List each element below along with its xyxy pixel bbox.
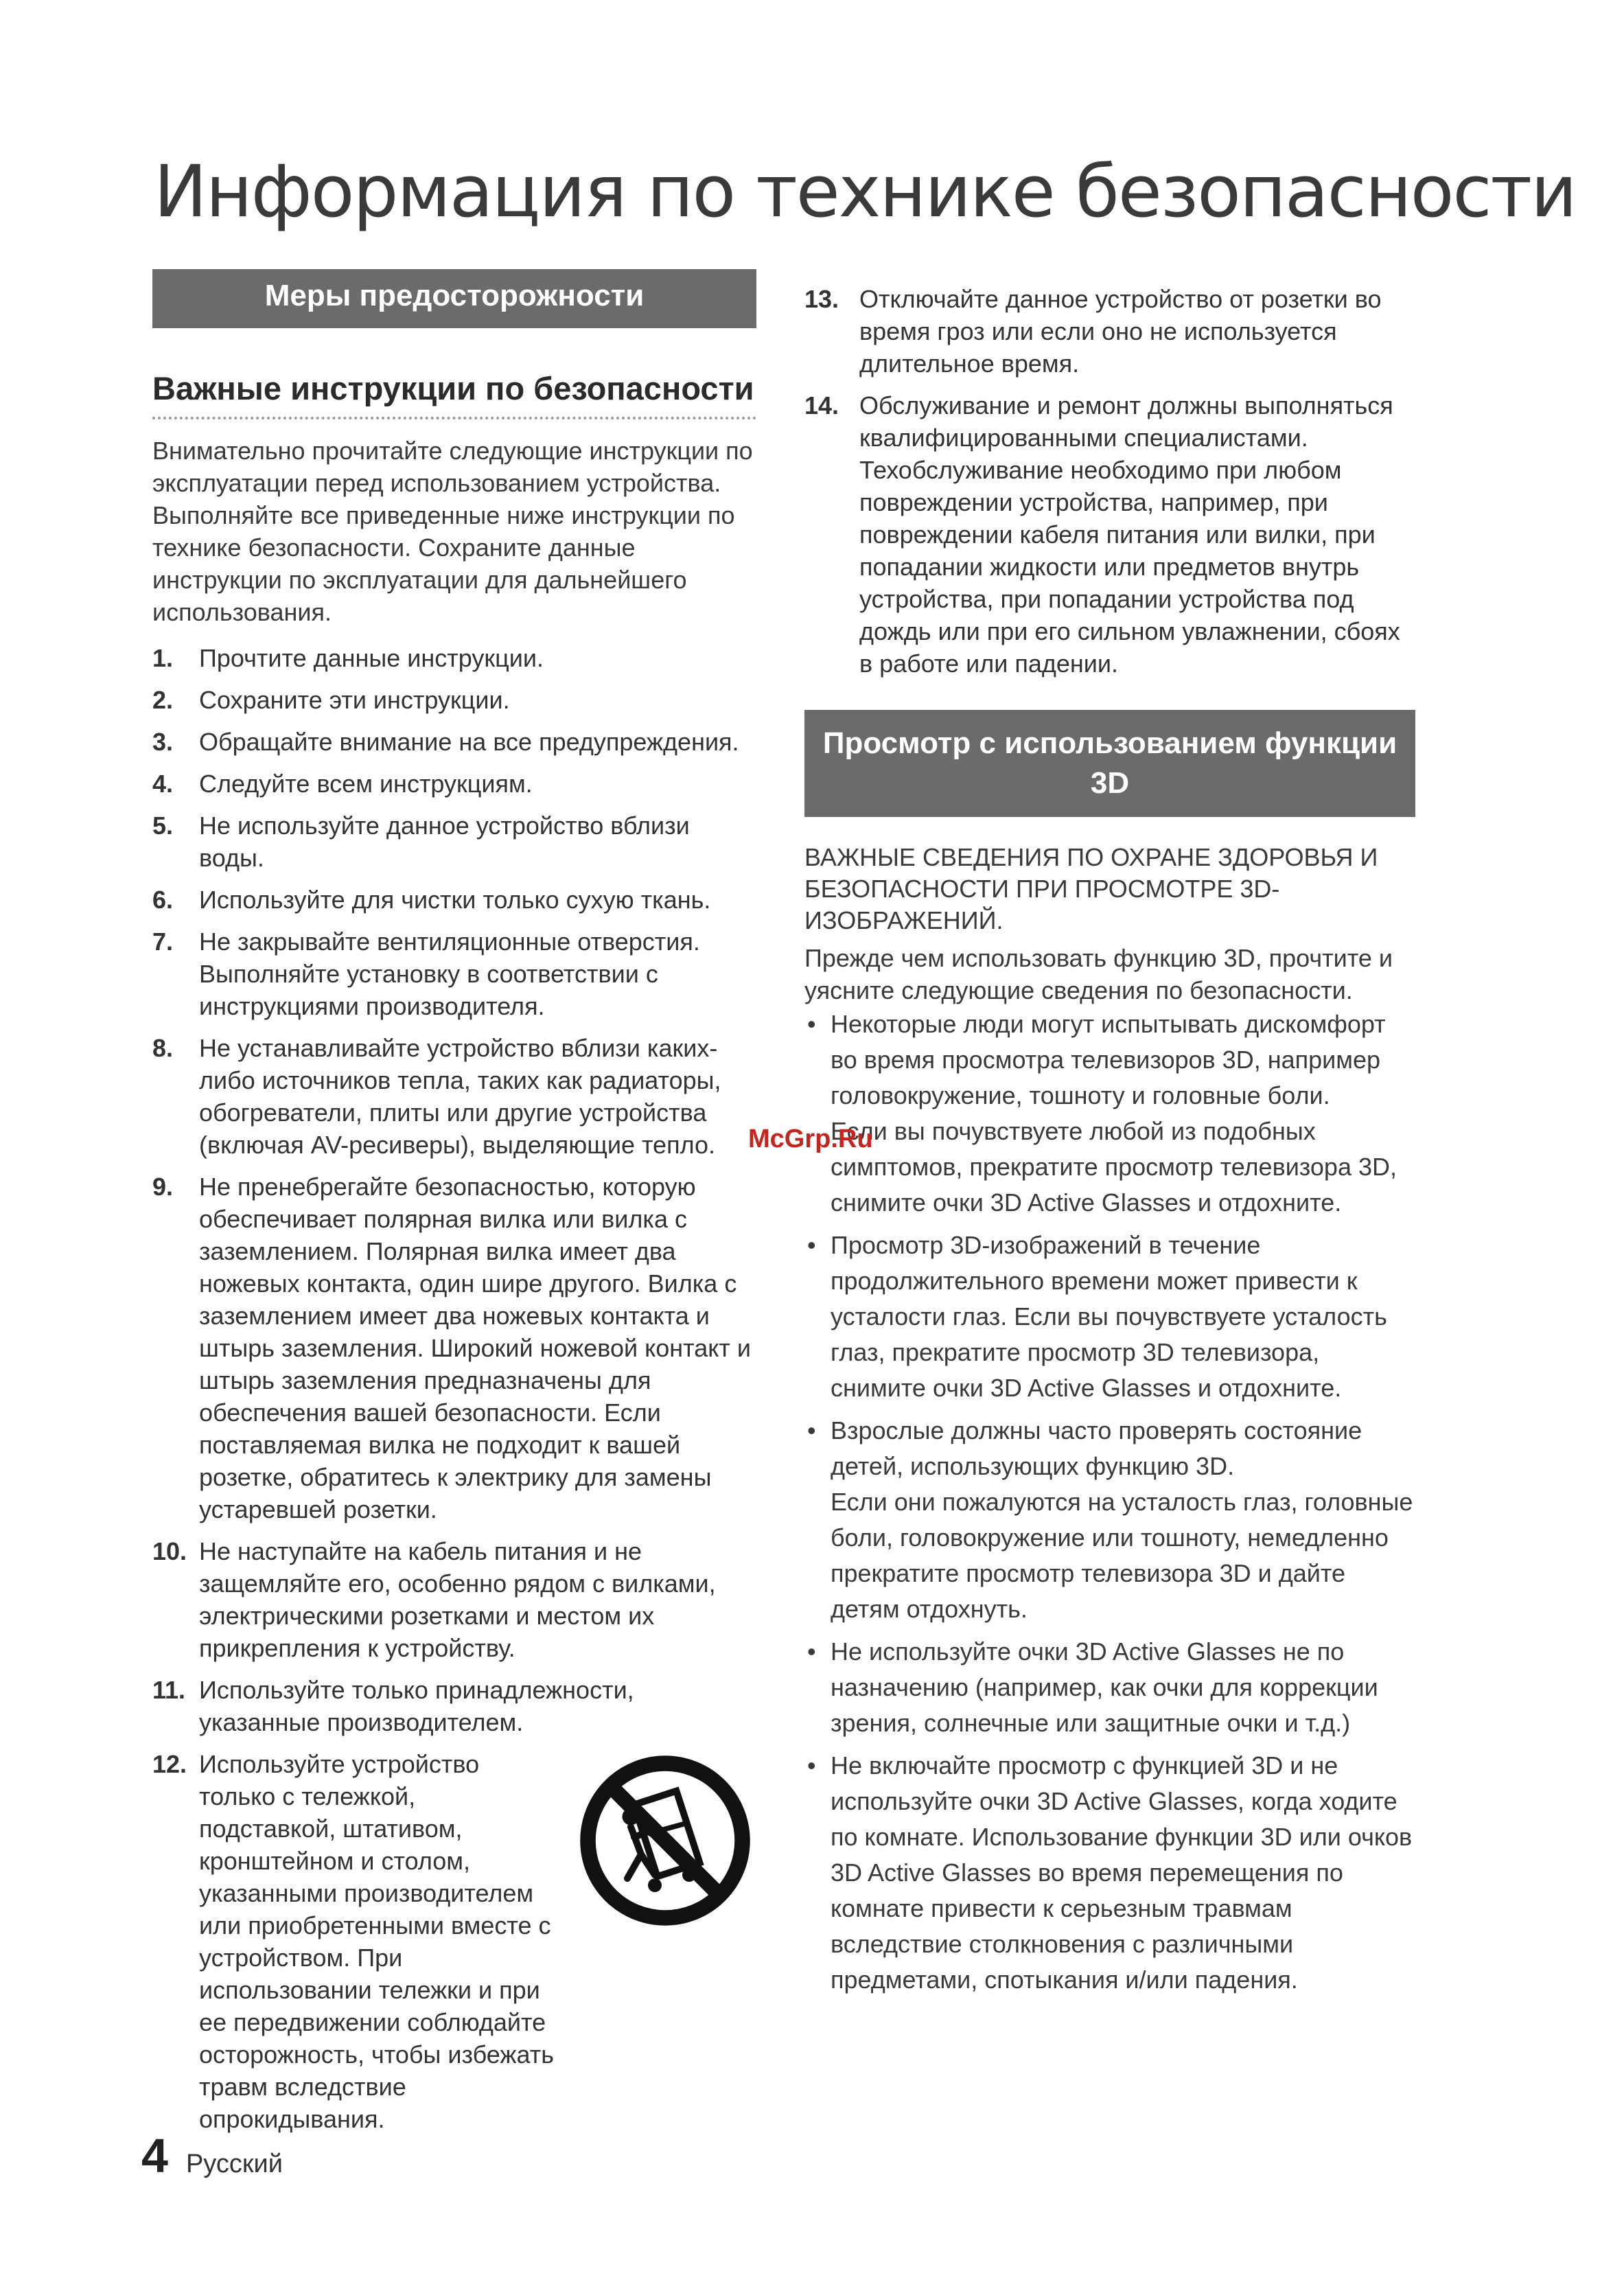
item-number: 3. bbox=[152, 728, 174, 756]
item-text: Используйте только принадлежности, указанные производителем. bbox=[199, 1676, 634, 1736]
list-item bbox=[152, 1032, 756, 1161]
bullet-extra: Если вы почувствуете любой из подобных симптомов, прекратите просмотр телевизора 3D, снимите очки 3D Active Glasses и отдохните. bbox=[831, 1117, 1397, 1217]
list-item bbox=[152, 726, 756, 758]
item-text: Сохраните эти инструкции. bbox=[199, 686, 510, 714]
list-item bbox=[152, 925, 756, 1022]
item-text: Не пренебрегайте безопасностью, которую обеспечивает полярная вилка или вилка с заземлением. Полярная вилка имеет два ножевых контакта, один шире другого. Вилка с заземлением имеет два ножевых контакта и штырь заземления. Широкий ножевой контакт и штырь заземления предназначены для обеспечения вашей безопасности. Если поставляемая вилка не подходит к вашей розетке, обратитесь к электрику для замены устаревшей розетки. bbox=[199, 1173, 752, 1523]
3d-viewing-banner: Просмотр с использованием функции 3D bbox=[804, 710, 1415, 817]
bullet-item bbox=[804, 1748, 1415, 1998]
item-number: 4. bbox=[152, 770, 174, 798]
bullet-extra: Если они пожалуются на усталость глаз, головные боли, головокружение или тошноту, немедленно прекратите просмотр телевизора 3D и дайте детям отдохнуть. bbox=[831, 1488, 1413, 1623]
precautions-banner: Меры предосторожности bbox=[152, 269, 756, 328]
item-text: Не устанавливайте устройство вблизи каких-либо источников тепла, таких как радиаторы, обогреватели, плиты или другие устройства (включая AV-ресиверы), выделяющие тепло. bbox=[199, 1034, 721, 1159]
intro-paragraph: Внимательно прочитайте следующие инструкции по эксплуатации перед использованием устройства. Выполняйте все приведенные ниже инструкции по технике безопасности. Сохраните данные инструкции по эксплуатации для дальнейшего использования. bbox=[152, 437, 753, 626]
bullet-item bbox=[804, 1634, 1415, 1741]
list-item bbox=[804, 389, 1415, 680]
list-item bbox=[152, 684, 756, 716]
item-text: Следуйте всем инструкциям. bbox=[199, 770, 533, 798]
item-number: 8. bbox=[152, 1034, 174, 1062]
item-number: 9. bbox=[152, 1173, 174, 1201]
language-label: Русский bbox=[185, 2150, 283, 2178]
list-item bbox=[152, 1171, 756, 1525]
item-number: 14. bbox=[804, 391, 839, 419]
item-text: Не закрывайте вентиляционные отверстия. Выполняйте установку в соответствии с инструкциями производителя. bbox=[199, 928, 700, 1020]
item-text: Используйте для чистки только сухую ткань. bbox=[199, 886, 711, 914]
list-item bbox=[152, 1674, 756, 1738]
bullet-text: Взрослые должны часто проверять состояние детей, использующих функцию 3D. bbox=[831, 1416, 1362, 1480]
item-text: Прочтите данные инструкции. bbox=[199, 644, 544, 672]
list-item bbox=[152, 884, 756, 916]
bullet-text: Некоторые люди могут испытывать дискомфорт во время просмотра телевизоров 3D, например головокружение, тошноту и головные боли. bbox=[831, 1010, 1386, 1109]
list-item bbox=[152, 1535, 756, 1664]
no-cart-tip-over-icon bbox=[579, 1755, 751, 1926]
list-item bbox=[804, 283, 1415, 380]
important-instructions-heading: Важные инструкции по безопасности bbox=[152, 369, 756, 419]
page-title: Информация по технике безопасности bbox=[154, 150, 1576, 233]
bullet-text: Просмотр 3D-изображений в течение продолжительного времени может привести к усталости глаз. Если вы почувствуете усталость глаз, прекратите просмотр 3D телевизора, снимите очки 3D Active Glasses и отдохните. bbox=[831, 1231, 1387, 1402]
item-number: 7. bbox=[152, 928, 174, 956]
item-text: Отключайте данное устройство от розетки во время гроз или если оно не используется длительное время. bbox=[859, 285, 1382, 378]
list-item bbox=[152, 642, 756, 674]
bullet-text: Не включайте просмотр с функцией 3D и не используйте очки 3D Active Glasses, когда ходите по комнате. Использование функции 3D или очков 3D Active Glasses во время перемещения по комнате привести к серьезным травмам вследствие столкновения с различными предметами, спотыкания и/или падения. bbox=[831, 1751, 1413, 1994]
page-number: 4 bbox=[141, 2129, 168, 2183]
item-text: Обслуживание и ремонт должны выполняться квалифицированными специалистами. Техобслуживание необходимо при любом повреждении устройства, например, при повреждении кабеля питания или вилки, при попадании жидкости или предметов внутрь устройства, при попадании устройства под дождь или при его сильном увлажнении, сбоях в работе или падении. bbox=[859, 391, 1400, 678]
item-number: 13. bbox=[804, 285, 839, 313]
bullet-item bbox=[804, 1228, 1415, 1406]
item-number: 2. bbox=[152, 686, 174, 714]
item-number: 10. bbox=[152, 1537, 187, 1565]
item-number: 1. bbox=[152, 644, 174, 672]
item-number: 5. bbox=[152, 811, 174, 840]
safety-instructions-list bbox=[152, 642, 756, 2135]
watermark-link[interactable]: McGrp.Ru bbox=[748, 1125, 873, 1153]
right-column bbox=[804, 283, 1415, 2005]
item-number: 6. bbox=[152, 886, 174, 914]
safety-instructions-list-continued bbox=[804, 283, 1415, 680]
left-column bbox=[152, 269, 756, 2145]
item-text: Обращайте внимание на все предупреждения. bbox=[199, 728, 739, 756]
bullet-text: Не используйте очки 3D Active Glasses не по назначению (например, как очки для коррекции зрения, солнечные или защитные очки и т.д.) bbox=[831, 1637, 1378, 1737]
list-item bbox=[152, 1748, 756, 2135]
item-text: Не используйте данное устройство вблизи воды. bbox=[199, 811, 690, 872]
health-safety-notice: ВАЖНЫЕ СВЕДЕНИЯ ПО ОХРАНЕ ЗДОРОВЬЯ И БЕЗОПАСНОСТИ ПРИ ПРОСМОТРЕ 3D-ИЗОБРАЖЕНИЙ. bbox=[804, 843, 1378, 934]
item-12-text: Используйте устройство только с тележкой, подставкой, штативом, кронштейном и столом, указанными производителем или приобретенными вместе с устройством. При использовании тележки и при ее передвижении соблюдайте осторожность, чтобы избежать травм вследствие опрокидывания. bbox=[199, 1750, 554, 2133]
bullet-item bbox=[804, 1413, 1415, 1627]
pre-use-note: Прежде чем использовать функцию 3D, прочтите и уясните следующие сведения по безопасности. bbox=[804, 944, 1393, 1004]
3d-safety-bullets bbox=[804, 1006, 1415, 1998]
page-footer bbox=[141, 2128, 283, 2183]
bullet-item bbox=[804, 1006, 1415, 1221]
item-text: Не наступайте на кабель питания и не защемляйте его, особенно рядом с вилками, электрическими розетками и местом их прикрепления к устройству. bbox=[199, 1537, 716, 1662]
item-number: 12. bbox=[152, 1750, 187, 1778]
list-item bbox=[152, 809, 756, 874]
list-item bbox=[152, 768, 756, 800]
item-number: 11. bbox=[152, 1676, 186, 1704]
